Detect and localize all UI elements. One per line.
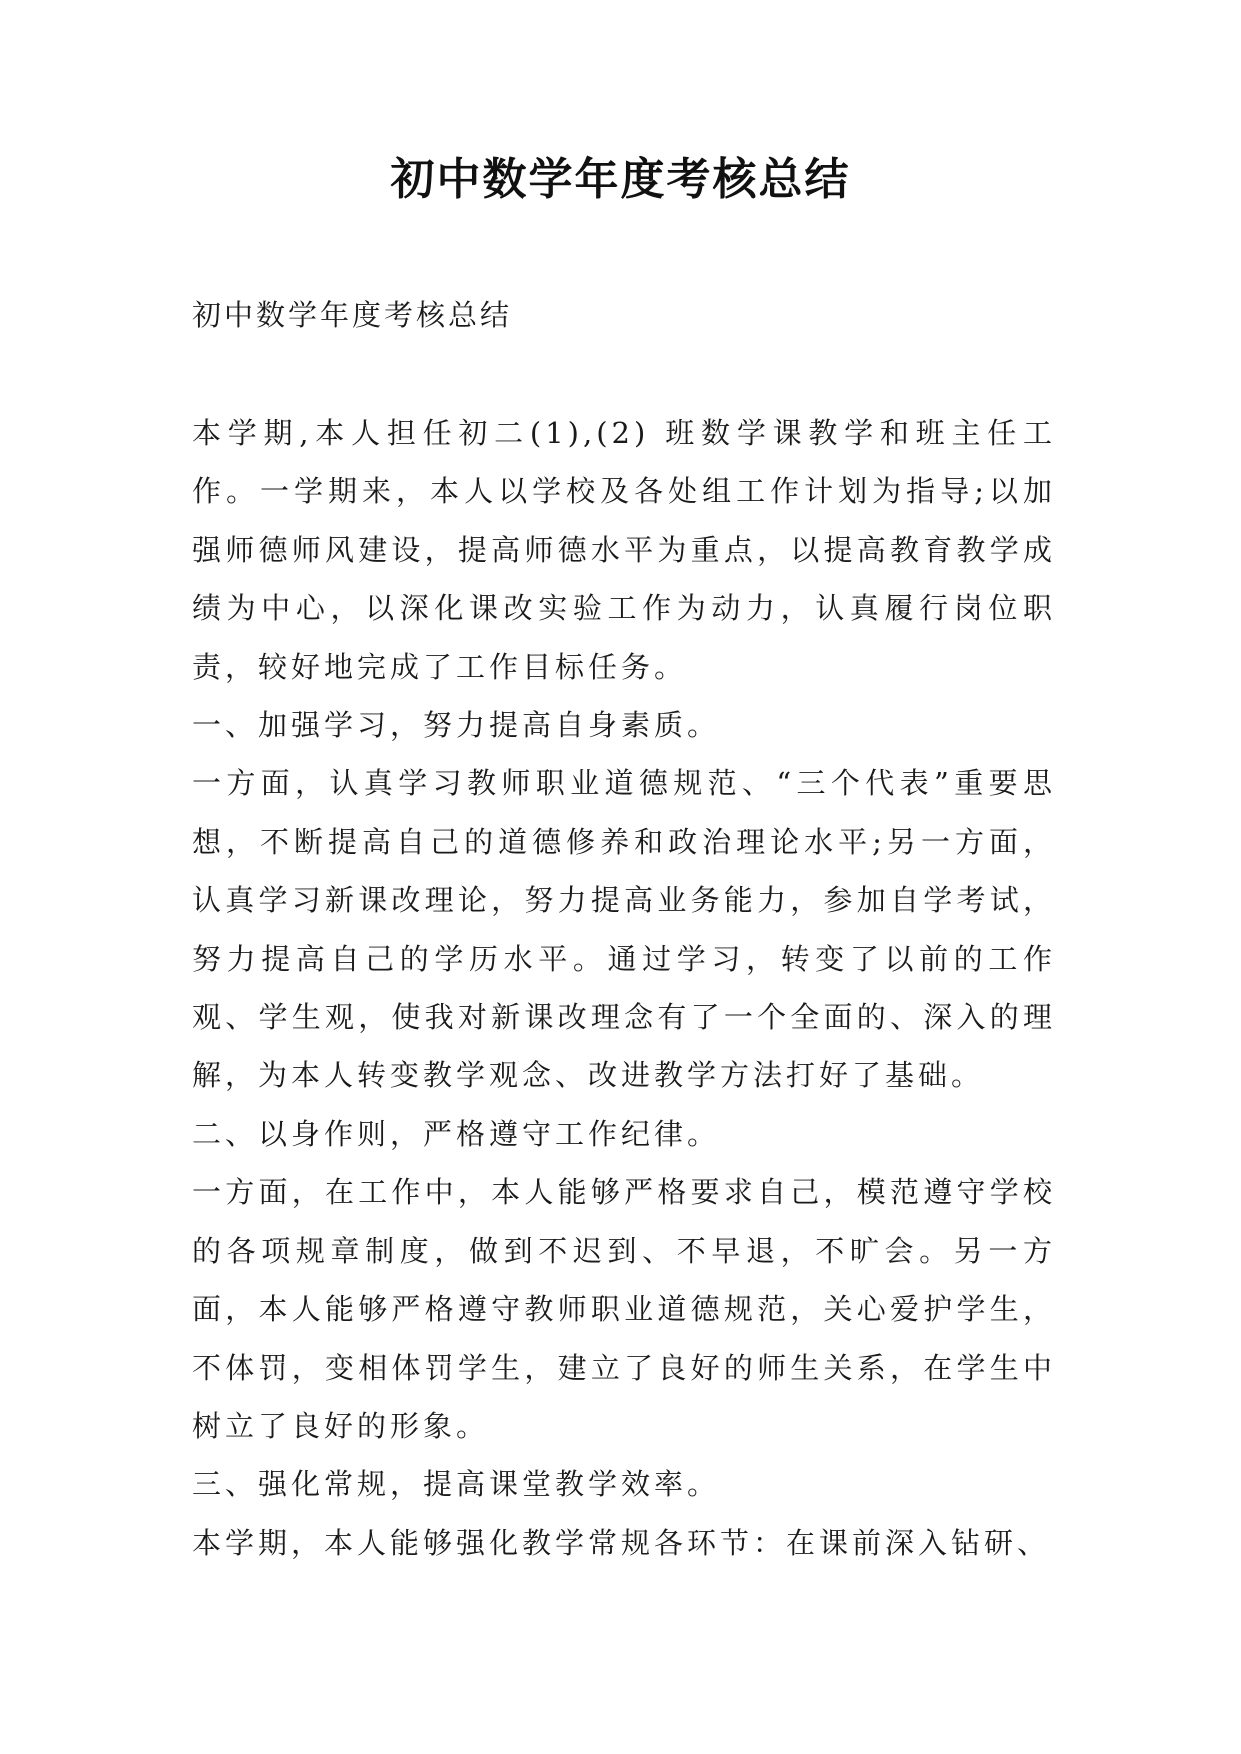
- document-title: 初中数学年度考核总结: [390, 154, 851, 205]
- document-subtitle: 初中数学年度考核总结: [192, 298, 513, 332]
- paragraph-section-2: 一方面，在工作中，本人能够严格要求自己，模范遵守学校的各项规章制度，做到不迟到、不早退，不旷会。另一方面，本人能够严格遵守教师职业道德规范，关心爱护学生，不体罚，变相体罚学生，建立了良好的师生关系，在学生中树立了良好的形象。: [192, 1175, 1056, 1443]
- paragraph-intro: 本学期,本人担任初二(1),(2) 班数学课教学和班主任工作。一学期来，本人以学校及各处组工作计划为指导;以加强师德师风建设，提高师德水平为重点，以提高教育教学成绩为中心，以深化课改实验工作为动力，认真履行岗位职责，较好地完成了工作目标任务。: [192, 416, 1056, 684]
- section-heading-2: 二、以身作则，严格遵守工作纪律。: [192, 1116, 721, 1151]
- document-body: [192, 404, 1056, 1572]
- paragraph-section-1: 一方面，认真学习教师职业道德规范、“三个代表”重要思想，不断提高自己的道德修养和政治理论水平;另一方面，认真学习新课改理论，努力提高业务能力，参加自学考试，努力提高自己的学历水平。通过学习，转变了以前的工作观、学生观，使我对新课改理念有了一个全面的、深入的理解，为本人转变教学观念、改进教学方法打好了基础。: [192, 766, 1056, 1093]
- section-heading-3: 三、强化常规，提高课堂教学效率。: [192, 1467, 721, 1502]
- section-heading-1: 一、加强学习，努力提高自身素质。: [192, 708, 721, 743]
- paragraph-section-3: 本学期，本人能够强化教学常规各环节：在课前深入钻研、: [192, 1525, 1051, 1560]
